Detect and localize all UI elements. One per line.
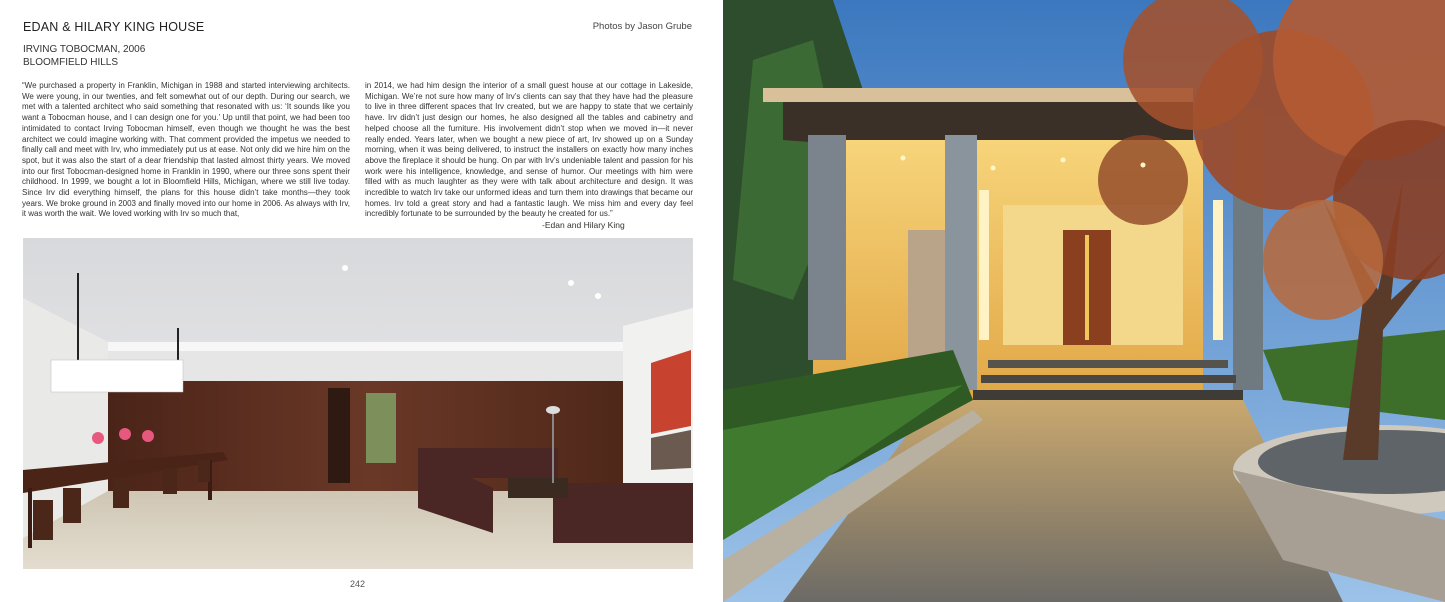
body-text-column-2: in 2014, we had him design the interior of a small guest house at our cottage in Lakeside, Michigan. We’re not sure how many of Irv’s clients can say that they have had the pleasure to live in three different spaces that Irv created, but we are happy to state that we certainly have. Irv didn’t just design our homes, he also designed all the tables and cabinetry and helped choose all the furniture. His involvement didn’t stop when we moved in—it never really ended. Years later, when we bought a new piece of art, Irv showed up on a Sunday morning, when it was being delivered, to instruct the installers on exactly how many inches above the fireplace it should be hung. On par with Irv’s undeniable talent and passion for his work were his intelligence, knowledge, and sense of humor. Our meetings with him were filled with as much laughter as they were with talk about architecture and design. It was incredible to watch Irv take our unformed ideas and turn them into drawings that became our homes. Irv told a great story and had a fantastic laugh. We miss him and every day feel incredibly fortunate to be surrounded by the beauty he created for us.” bbox=[365, 81, 693, 219]
interior-photo bbox=[23, 238, 693, 569]
page-number: 242 bbox=[350, 579, 366, 589]
project-info bbox=[23, 43, 145, 69]
exterior-photo bbox=[723, 0, 1445, 602]
article-title: EDAN & HILARY KING HOUSE bbox=[23, 20, 205, 34]
photo-credit: Photos by Jason Grube bbox=[592, 21, 692, 32]
architect-year: IRVING TOBOCMAN, 2006 bbox=[23, 44, 146, 55]
location: BLOOMFIELD HILLS bbox=[23, 57, 119, 68]
quote-signature: -Edan and Hilary King bbox=[542, 220, 625, 230]
body-text-column-1: “We purchased a property in Franklin, Michigan in 1988 and started interviewing architects. We were young, in our twenties, and felt somewhat out of our depth. During our search, we met with a talented architect who said something that resonated with us: ‘It sounds like you want a Tobocman house, and I can design one for you.’ Up until that point, we had been too intimidated to contact Irving Tobocman himself, even though we thought he was the best architect we could imagine working with. That comment provided the impetus we needed to finally call and meet with Irv, who immediately put us at ease. Not only did we hire him on the spot, but it was also the start of a dear friendship that lasted almost thirty years. We moved into our first Tobocman-designed home in Franklin in 1990, where our three sons spent their childhood. In 1999, we bought a lot in Bloomfield Hills, Michigan, where we still live today. Since Irv did everything himself, the plans for this house didn’t take months—they took years. We broke ground in 2003 and finally moved into our home in 2006. As always with Irv, it was worth the wait. We loved working with Irv so much that, bbox=[22, 81, 351, 219]
